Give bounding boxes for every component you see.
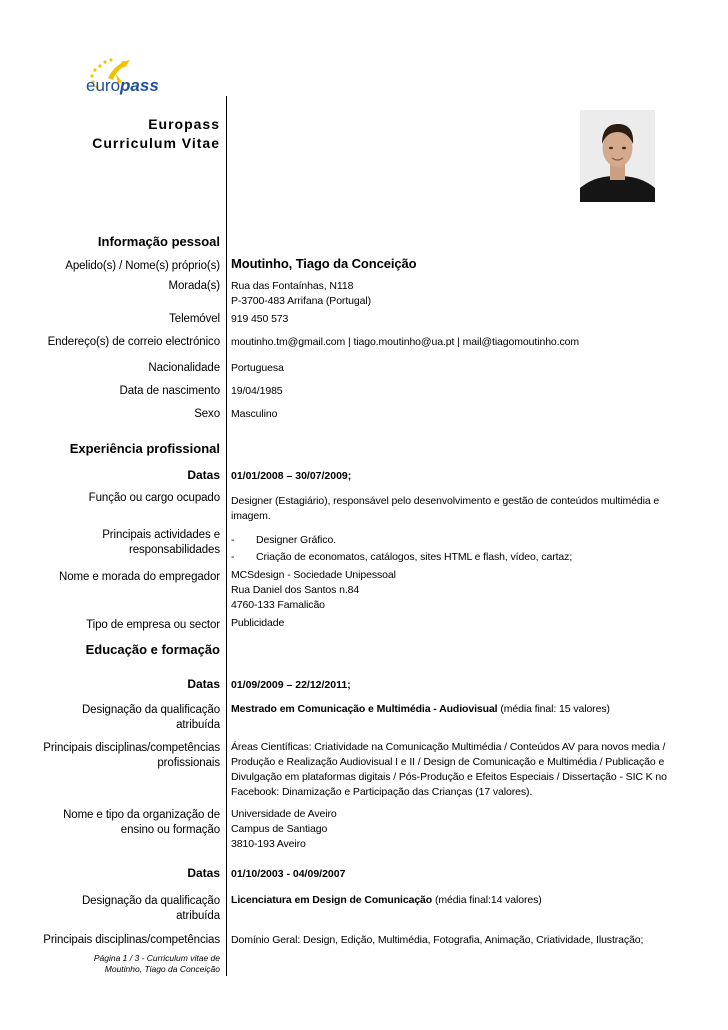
activity-1: Designer Gráfico.	[256, 534, 336, 546]
phone-label: Telemóvel	[169, 313, 220, 325]
footer-page-number: Página 1 / 3 - Curriculum vitae de	[93, 953, 220, 963]
name-label: Apelido(s) / Nome(s) próprio(s)	[65, 260, 220, 272]
email-label: Endereço(s) de correio electrónico	[47, 336, 220, 348]
phone-number: 919 450 573	[231, 313, 289, 325]
section-work-experience: Experiência profissional	[69, 441, 220, 456]
column-divider	[226, 96, 227, 976]
experience-dates: 01/01/2008 – 30/07/2009;	[231, 470, 352, 482]
education2-degree: Licenciatura em Design de Comunicação	[231, 894, 433, 906]
education2-qualification	[231, 893, 676, 908]
section-personal-info: Informação pessoal	[97, 234, 220, 249]
role: Designer (Estagiário), responsável pelo desenvolvimento e gestão de conteúdos multimédia e imagem.	[231, 495, 660, 522]
address-label: Morada(s)	[168, 280, 220, 292]
education1-grade: (média final: 15 valores)	[497, 703, 610, 715]
education1-dates: 01/09/2009 – 22/12/2011;	[231, 679, 351, 691]
subjects-label: Principais disciplinas/competências profissionais	[43, 742, 220, 769]
logo-text-pass: pass	[120, 76, 159, 95]
list-item: - Criação de economatos, catálogos, sites HTML e flash, vídeo, cartaz;	[231, 551, 573, 563]
activities-label: Principais actividades e responsabilidades	[102, 529, 220, 556]
profile-photo	[580, 110, 655, 202]
section-education: Educação e formação	[85, 642, 220, 657]
qualification-label-2: Designação da qualificação atribuída	[81, 895, 220, 922]
org-line1: Universidade de Aveiro	[231, 808, 337, 820]
title-line2: Curriculum Vitae	[92, 135, 220, 151]
business-sector: Publicidade	[231, 617, 285, 629]
education1-dates-label: Datas	[187, 677, 220, 691]
address-line1: Rua das Fontaínhas, N118	[231, 280, 354, 292]
org-line2: Campus de Santiago	[231, 823, 328, 835]
education2-grade: (média final:14 valores)	[432, 894, 542, 906]
sex: Masculino	[231, 408, 278, 420]
nationality-label: Nacionalidade	[148, 362, 220, 374]
qualification-label: Designação da qualificação atribuída	[81, 704, 220, 731]
education1-qualification	[231, 702, 676, 717]
full-name: Moutinho, Tiago da Conceição	[231, 256, 417, 271]
footer-name: Moutinho, Tiago da Conceição	[104, 964, 220, 974]
title-line1: Europass	[148, 116, 220, 132]
sex-label: Sexo	[194, 408, 220, 420]
activities-list	[231, 533, 676, 565]
education1-organisation	[231, 807, 676, 852]
list-item: - Designer Gráfico.	[231, 534, 336, 546]
page-footer	[94, 953, 220, 975]
nationality: Portuguesa	[231, 362, 284, 374]
employer	[231, 568, 676, 613]
employer-line2: Rua Daniel dos Santos n.84	[231, 584, 360, 596]
education1-degree: Mestrado em Comunicação e Multimédia - Audiovisual	[231, 703, 498, 715]
employer-line1: MCSdesign - Sociedade Unipessoal	[231, 569, 396, 581]
email-addresses: moutinho.tm@gmail.com | tiago.moutinho@ua.pt | mail@tiagomoutinho.com	[231, 336, 580, 348]
education2-dates: 01/10/2003 - 04/09/2007	[231, 868, 346, 880]
subjects-label-2: Principais disciplinas/competências	[43, 934, 220, 946]
organisation-label: Nome e tipo da organização de ensino ou formação	[63, 809, 220, 836]
document-title	[92, 115, 220, 153]
business-label: Tipo de empresa ou sector	[86, 619, 220, 631]
education2-dates-label: Datas	[187, 866, 220, 880]
employer-label: Nome e morada do empregador	[59, 571, 220, 583]
education1-subjects: Áreas Científicas: Criatividade na Comunicação Multimédia / Conteúdos AV para novos media / Produção e Realização Audiovisual I e II / Design de Comunicação e Multimédia / Publicação e Divulgação em plataformas digitais / Pós-Produção e Efeitos Especiais / Dissertação - SIC K no Facebook: Dinamização e Participação das Crianças (17 valores).	[231, 741, 667, 798]
europass-logo	[78, 52, 168, 102]
birth-date-label: Data de nascimento	[119, 385, 220, 397]
education2-subjects: Domínio Geral: Design, Edição, Multimédia, Fotografia, Animação, Criatividade, Ilustração;	[231, 934, 644, 946]
birth-date: 19/04/1985	[231, 385, 283, 397]
logo-text-euro: euro	[86, 76, 121, 95]
org-line3: 3810-193 Aveiro	[231, 838, 306, 850]
role-label: Função ou cargo ocupado	[88, 492, 220, 504]
activity-2: Criação de economatos, catálogos, sites HTML e flash, vídeo, cartaz;	[256, 551, 573, 563]
experience-dates-label: Datas	[187, 468, 220, 482]
address-line2: P-3700-483 Arrifana (Portugal)	[231, 295, 371, 307]
address	[231, 279, 676, 309]
employer-line3: 4760-133 Famalicão	[231, 599, 325, 611]
